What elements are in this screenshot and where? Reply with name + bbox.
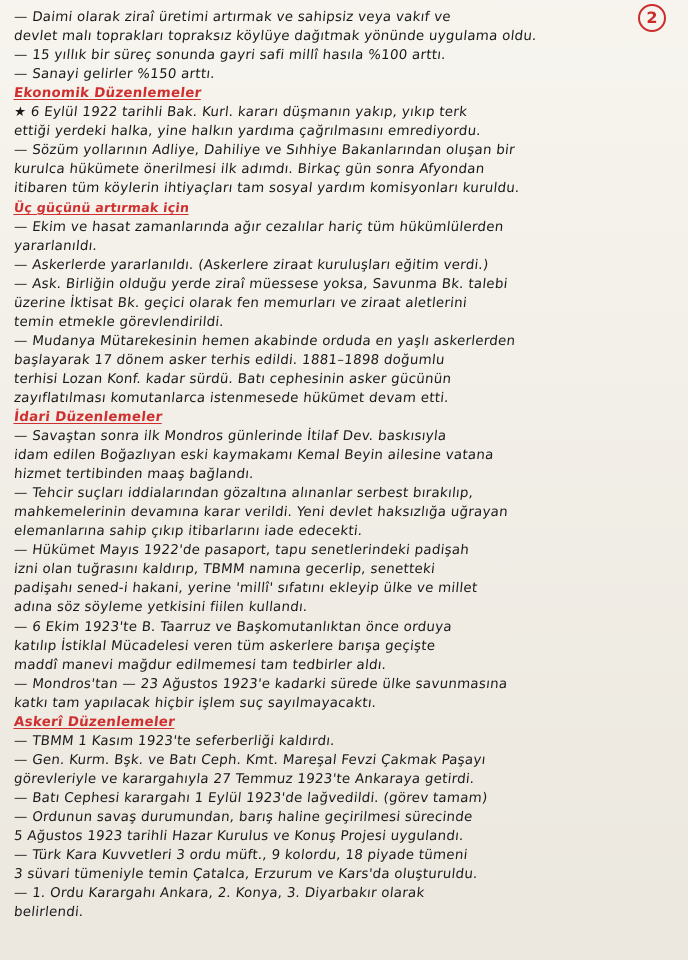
text-line: — Türk Kara Kuvvetleri 3 ordu müft., 9 kolordu, 18 piyade tümeni <box>13 848 469 864</box>
text-line: görevleriyle ve karargahıyla 27 Temmuz 1923'te Ankaraya getirdi. <box>13 771 476 787</box>
text-line: kurulca hükümete önerilmesi ilk adımdı. Birkaç gün sonra Afyondan <box>13 162 486 178</box>
section-subheading: Üç güçünü artırmak için <box>13 200 191 216</box>
text-line: — Mudanya Mütarekesinin hemen akabinde orduda en yaşlı askerlerden <box>13 333 517 349</box>
text-line: zayıflatılması komutanlarca istenmesede hükümet devam etti. <box>13 390 450 406</box>
text-line: üzerine İktisat Bk. geçici olarak fen memurları ve ziraat aletlerini <box>13 295 468 311</box>
text-line: adına söz söyleme yetkisini fiilen kullandı. <box>13 600 309 616</box>
text-line: — Hükümet Mayıs 1922'de pasaport, tapu senetlerindeki padişah <box>13 543 470 559</box>
text-line: — Gen. Kurm. Bşk. ve Batı Ceph. Kmt. Mareşal Fevzi Çakmak Paşayı <box>13 752 487 768</box>
text-line: mahkemelerinin devamına karar verildi. Yeni devlet haksızlığa uğrayan <box>13 505 509 521</box>
text-line: katkı tam yapılacak hiçbir işlem suç sayılmayacaktı. <box>13 695 378 711</box>
text-line: — 1. Ordu Karargahı Ankara, 2. Konya, 3. Diyarbakır olarak <box>13 886 426 902</box>
text-line: temin etmekle görevlendirildi. <box>13 314 225 330</box>
text-line: — Daimi olarak ziraî üretimi artırmak ve sahipsiz veya vakıf ve <box>13 10 452 25</box>
text-line: maddî manevi mağdur edilmemesi tam tedbirler aldı. <box>13 657 388 673</box>
text-line: — 6 Ekim 1923'te B. Taarruz ve Başkomutanlıktan önce orduya <box>13 619 453 635</box>
page-number: 2 <box>638 4 666 32</box>
text-line: — Batı Cephesi karargahı 1 Eylül 1923'de lağvedildi. (görev tamam) <box>13 790 489 806</box>
text-line: hizmet tertibinden maaş bağlandı. <box>13 467 255 483</box>
text-line: — Ordunun savaş durumundan, barış haline geçirilmesi sürecinde <box>13 809 474 825</box>
text-line: — Ask. Birliğin olduğu yerde ziraî müessese yoksa, Savunma Bk. talebi <box>13 276 509 292</box>
text-line: devlet malı toprakları topraksız köylüye dağıtmak yönünde uygulama oldu. <box>13 29 538 45</box>
text-line: — Ekim ve hasat zamanlarında ağır cezalılar hariç tüm hükümlülerden <box>13 219 505 235</box>
text-line: padişahı sened-i hakani, yerine 'millî' sıfatını ekleyip ülke ve millet <box>13 581 479 597</box>
text-line: 3 süvari tümeniyle temin Çatalca, Erzurum ve Kars'da oluşturuldu. <box>13 867 479 883</box>
text-line: ★ 6 Eylül 1922 tarihli Bak. Kurl. kararı düşmanın yakıp, yıkıp terk <box>13 105 468 121</box>
text-line: — Askerlerde yararlanıldı. (Askerlere ziraat kuruluşları eğitim verdi.) <box>13 257 490 273</box>
text-line: izni olan tuğrasını kaldırıp, TBMM namına gecerlip, senetteki <box>13 562 436 578</box>
text-line: terhisi Lozan Konf. kadar sürdü. Batı cephesinin asker gücünün <box>13 371 453 387</box>
text-line: — Savaştan sonra ilk Mondros günlerinde İtilaf Dev. baskısıyla <box>13 429 448 445</box>
section-heading-military: Askerî Düzenlemeler <box>13 714 176 730</box>
text-line: — Sözüm yollarının Adliye, Dahiliye ve Sıhhiye Bakanlarından oluşan bir <box>13 143 516 159</box>
text-line: ettiği yerdeki halka, yine halkın yardıma çağrılmasını emrediyordu. <box>13 124 482 140</box>
text-line: — TBMM 1 Kasım 1923'te seferberliği kaldırdı. <box>13 733 336 749</box>
text-line: — 15 yıllık bir süreç sonunda gayri safi millî hasıla %100 arttı. <box>13 48 447 64</box>
section-heading-administrative: İdari Düzenlemeler <box>13 409 164 425</box>
text-line: idam edilen Boğazlıyan eski kaymakamı Kemal Beyin ailesine vatana <box>13 448 495 464</box>
text-line: 5 Ağustos 1923 tarihli Hazar Kurulus ve Konuş Projesi uygulandı. <box>13 829 465 845</box>
text-line: katılıp İstiklal Mücadelesi veren tüm askerlere barışa geçişte <box>13 638 437 654</box>
text-line: belirlendi. <box>13 905 85 921</box>
text-line: — Tehcir suçları iddialarından gözaltına alınanlar serbest bırakılıp, <box>13 486 475 502</box>
text-line: başlayarak 17 dönem asker terhis edildi. 1881–1898 doğumlu <box>13 352 446 368</box>
section-heading-economic: Ekonomik Düzenlemeler <box>13 86 203 102</box>
text-line: itibaren tüm köylerin ihtiyaçları tam sosyal yardım komisyonları kuruldu. <box>13 181 521 197</box>
text-line: — Mondros'tan — 23 Ağustos 1923'e kadarki sürede ülke savunmasına <box>13 676 509 692</box>
text-line: elemanlarına sahip çıkıp itibarlarını iade edecekti. <box>13 524 364 540</box>
text-line: yararlanıldı. <box>13 238 98 254</box>
text-line: — Sanayi gelirler %150 arttı. <box>13 67 216 83</box>
notes-content <box>14 8 654 922</box>
